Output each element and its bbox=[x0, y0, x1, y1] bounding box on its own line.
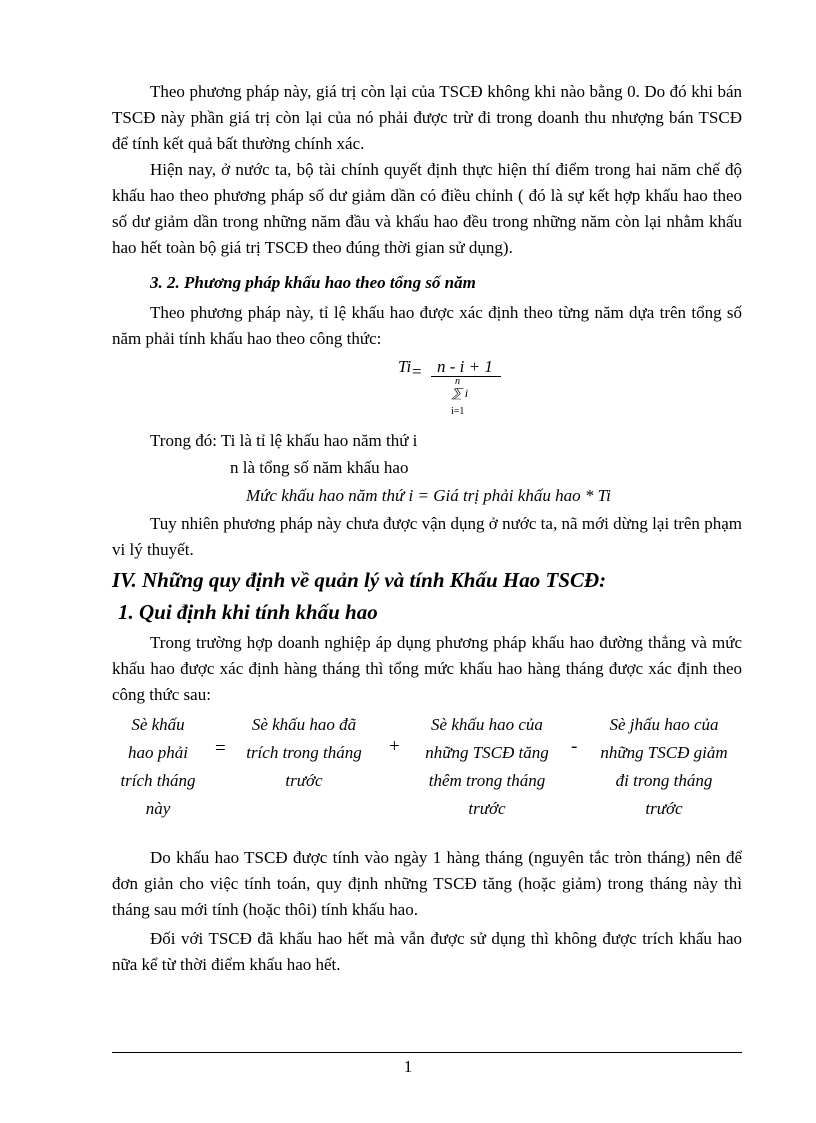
paragraph-3: Theo phương pháp này, tỉ lệ khấu hao được xác định theo từng năm dựa trên tổng số năm phải tính khấu hao theo công thức: bbox=[112, 303, 742, 348]
paragraph-6: Do khấu hao TSCĐ được tính vào ngày 1 hàng tháng (nguyên tắc tròn tháng) nên để đơn giản cho việc tính toán, quy định những TSCĐ tăng (hoặc giảm) trong tháng này thì tháng sau mới tính (hoặc thôi) tính khấu hao. bbox=[112, 848, 742, 919]
formula-2: Mức khấu hao năm thứ i = Giá trị phải khấu hao * Ti bbox=[246, 486, 611, 505]
page-number: 1 bbox=[403, 1057, 413, 1076]
where-line-1: Trong đó: Ti là tỉ lệ khấu hao năm thứ i bbox=[150, 431, 418, 450]
plus-sign: + bbox=[389, 736, 400, 757]
where-line-2: n là tổng số năm khấu hao bbox=[230, 458, 409, 477]
sum-body: ⅀ i bbox=[452, 386, 469, 400]
paragraph-1: Theo phương pháp này, giá trị còn lại của TSCĐ không khi nào bằng 0. Do đó khi bán TSCĐ này phần giá trị còn lại của nó phải được trừ đi trong doanh thu nhượng bán TSCĐ để tính kết quả bất thường chính xác. bbox=[112, 82, 742, 153]
formula-cell-3: Sè khấu hao của những TSCĐ tăng thêm trong tháng trước bbox=[425, 715, 549, 818]
formula-numerator: n - i + 1 bbox=[437, 357, 493, 376]
formula-cell-1: Sè khấu hao phải trích tháng này bbox=[120, 715, 196, 818]
paragraph-5: Trong trường hợp doanh nghiệp áp dụng phương pháp khấu hao đường thẳng và mức khấu hao được xác định hàng tháng thì tổng mức khấu hao hàng tháng được xác định theo công thức sau: bbox=[112, 633, 742, 704]
equals-sign: = bbox=[215, 738, 226, 759]
section-heading-3-2: 3. 2. Phương pháp khấu hao theo tổng số năm bbox=[150, 273, 476, 292]
formula-cell-4: Sè jhấu hao của những TSCĐ giảm đi trong tháng trước bbox=[600, 715, 728, 818]
formula-cell-2: Sè khấu hao đã trích trong tháng trước bbox=[246, 715, 362, 790]
minus-sign: - bbox=[571, 736, 578, 757]
section-heading-iv-1: 1. Qui định khi tính khấu hao bbox=[118, 600, 378, 624]
sum-bottom: i=1 bbox=[451, 406, 465, 417]
paragraph-4: Tuy nhiên phương pháp này chưa được vận dụng ở nước ta, nã mới dừng lại trên phạm vi lý thuyết. bbox=[112, 514, 742, 559]
section-heading-iv: IV. Những quy định về quản lý và tính Khấu Hao TSCĐ: bbox=[112, 568, 607, 592]
fraction-bar bbox=[431, 376, 501, 377]
formula-eq: = bbox=[412, 362, 422, 381]
sum-top: n bbox=[455, 376, 460, 387]
paragraph-7: Đối với TSCĐ đã khấu hao hết mà vẫn được sử dụng thì không được trích khấu hao nữa kể từ thời điểm khấu hao hết. bbox=[112, 929, 742, 974]
formula-lhs: Ti bbox=[398, 357, 412, 376]
paragraph-2: Hiện nay, ở nước ta, bộ tài chính quyết định thực hiện thí điểm trong hai năm chế độ khấu hao theo phương pháp số dư giảm dần có điều chỉnh ( đó là sự kết hợp khấu hao theo số dư giảm dần trong những năm đầu và khấu hao đều trong những năm còn lại nhằm khấu hao hết toàn bộ giá trị TSCĐ theo đúng thời gian sử dụng). bbox=[112, 160, 742, 257]
footer-rule bbox=[112, 1052, 742, 1053]
